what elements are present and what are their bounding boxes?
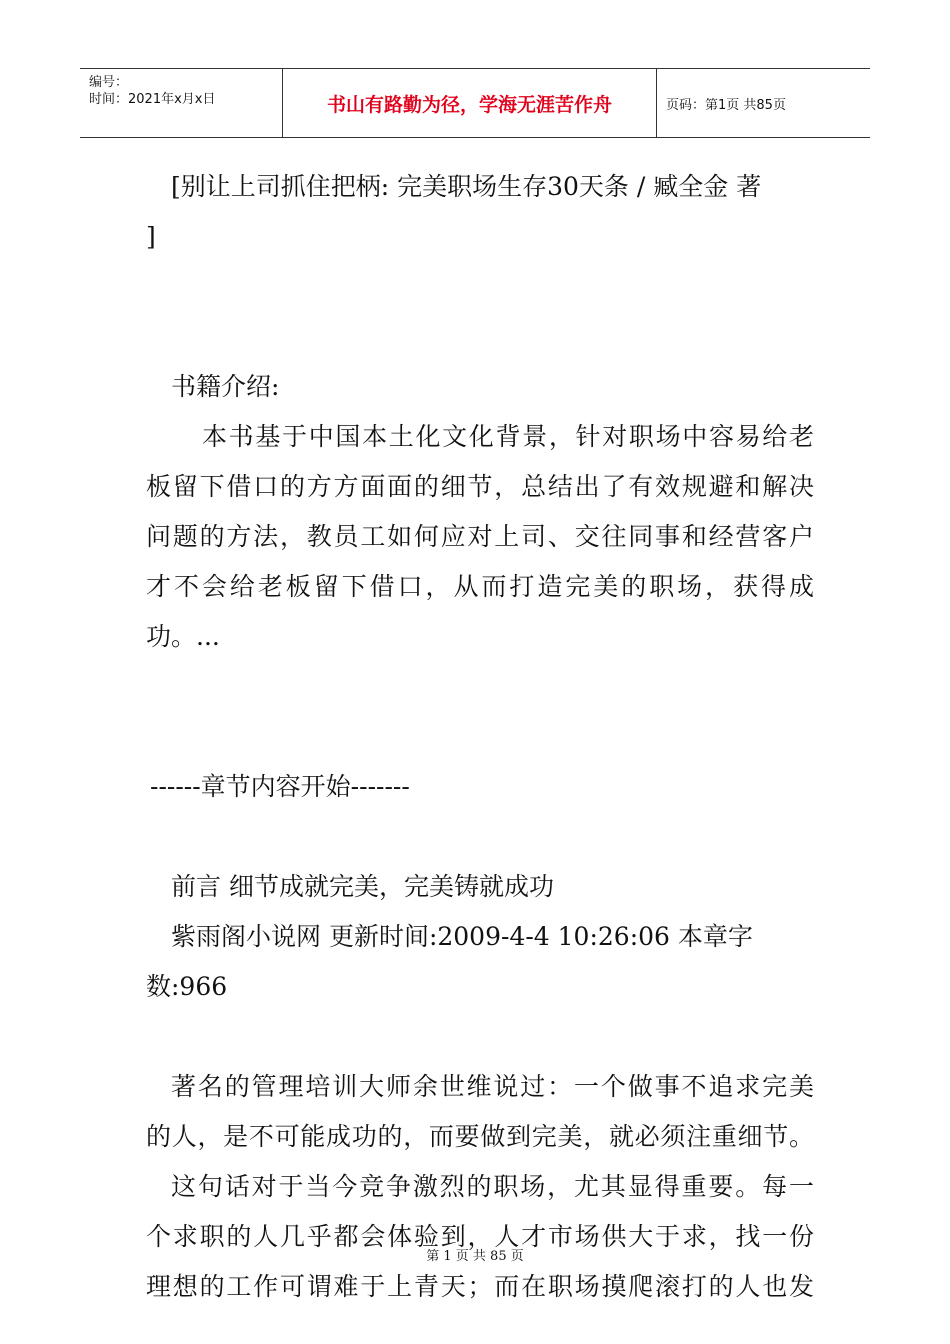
chapter-start-marker: ------章节内容开始-------: [150, 772, 410, 801]
document-date: 时间：2021年x月x日: [89, 92, 216, 107]
chapter-title: 前言 细节成就完美，完美铸就成功: [171, 872, 554, 901]
header-motto: 书山有路勤为径，学海无涯苦作舟: [283, 69, 657, 137]
intro-line: 功。...: [146, 622, 220, 651]
page-footer: 第 1 页 共 85 页: [426, 1249, 524, 1264]
paragraph-line: 理想的工作可谓难于上青天；而在职场摸爬滚打的人也发: [146, 1272, 814, 1301]
document-number-label: 编号：: [89, 75, 129, 90]
book-title-line-1: [别让上司抓住把柄: 完美职场生存30天条 / 臧全金 著: [171, 172, 762, 201]
paragraph-line: 这句话对于当今竞争激烈的职场，尤其显得重要。每一: [171, 1172, 814, 1201]
intro-line: 本书基于中国本土化文化背景，针对职场中容易给老: [202, 422, 814, 451]
intro-line: 问题的方法，教员工如何应对上司、交往同事和经营客户: [146, 522, 814, 551]
document-body: [146, 162, 814, 1312]
intro-label: 书籍介绍:: [171, 372, 280, 401]
paragraph-line: 个求职的人几乎都会体验到，人才市场供大于求，找一份: [146, 1222, 814, 1251]
paragraph-line: 的人，是不可能成功的，而要做到完美，就必须注重细节。: [146, 1122, 814, 1151]
book-title-line-2: ]: [146, 222, 156, 251]
header-page-info: 页码：第1页 共85页: [666, 97, 786, 113]
intro-line: 板留下借口的方方面面的细节，总结出了有效规避和解决: [146, 472, 814, 501]
chapter-meta: 紫雨阁小说网 更新时间:2009-4-4 10:26:06 本章字数:966: [146, 922, 753, 1001]
header-meta: [80, 69, 283, 137]
intro-line: 才不会给老板留下借口，从而打造完美的职场，获得成: [146, 572, 814, 601]
page-header: [80, 68, 870, 138]
paragraph-line: 著名的管理培训大师余世维说过：一个做事不追求完美: [171, 1072, 814, 1101]
